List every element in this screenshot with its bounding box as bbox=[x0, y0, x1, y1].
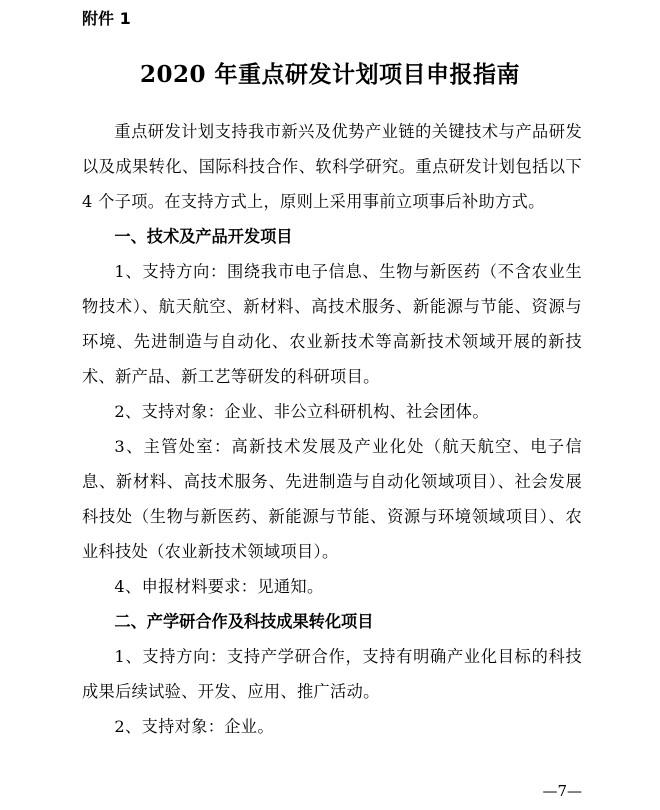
section-1-item-4: 4、申报材料要求：见通知。 bbox=[114, 577, 324, 596]
page-number: —7— bbox=[542, 782, 582, 800]
document-body bbox=[82, 114, 582, 744]
section-1-item-2: 2、支持对象：企业、非公立科研机构、社会团体。 bbox=[114, 402, 489, 421]
section-heading-1: 一、技术及产品开发项目 bbox=[114, 227, 293, 246]
attachment-label: 附件 1 bbox=[82, 9, 131, 28]
intro-paragraph: 重点研发计划支持我市新兴及优势产业链的关键技术与产品研发以及成果转化、国际科技合作、软科学研究。重点研发计划包括以下 4 个子项。在支持方式上，原则上采用事前立项事后补助方式。 bbox=[82, 122, 582, 211]
section-1-item-1: 1、支持方向：围绕我市电子信息、生物与新医药（不含农业生物技术）、航天航空、新材料、高技术服务、新能源与节能、资源与环境、先进制造与自动化、农业新技术等高新技术领域开展的新技术、新产品、新工艺等研发的科研项目。 bbox=[82, 262, 582, 386]
page-title: 2020 年重点研发计划项目申报指南 bbox=[139, 61, 521, 88]
section-heading-2: 二、产学研合作及科技成果转化项目 bbox=[114, 612, 374, 631]
section-2-item-2: 2、支持对象：企业。 bbox=[114, 717, 274, 736]
section-2-item-1: 1、支持方向：支持产学研合作，支持有明确产业化目标的科技成果后续试验、开发、应用、推广活动。 bbox=[82, 647, 582, 701]
section-1-item-3: 3、主管处室：高新技术发展及产业化处（航天航空、电子信息、新材料、高技术服务、先进制造与自动化领域项目）、社会发展科技处（生物与新医药、新能源与节能、资源与环境领域项目）、农业科技处（农业新技术领域项目）。 bbox=[82, 437, 582, 561]
